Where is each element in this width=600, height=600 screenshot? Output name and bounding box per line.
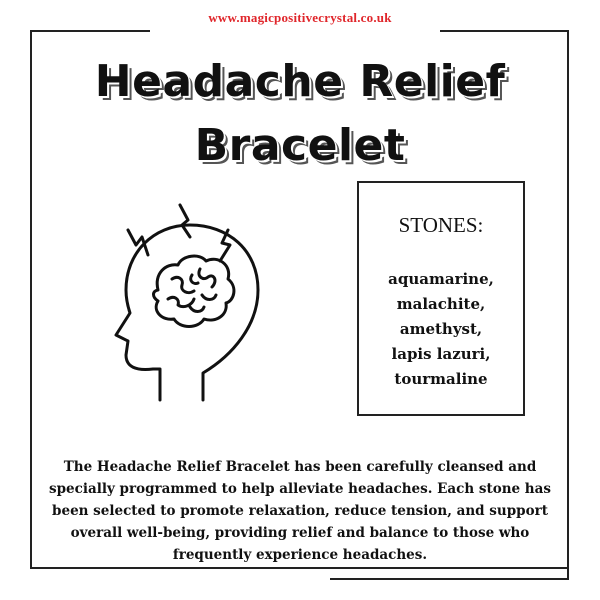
frame-top-right-line — [440, 30, 568, 32]
frame-bottom-accent-line — [330, 578, 569, 580]
website-url: www.magicpositivecrystal.co.uk — [208, 10, 392, 25]
title-line-1: Headache Relief — [94, 56, 506, 107]
frame-bottom-line — [30, 567, 567, 569]
page-title — [0, 50, 600, 178]
title-line-2: Bracelet — [194, 120, 406, 171]
head-with-brain-headache-icon — [108, 195, 308, 410]
product-description: The Headache Relief Bracelet has been carefully cleansed and specially programmed to help alleviate headaches. Each stone has been selected to promote relaxation, reduce tension, and support overall well-being, providing relief and balance to those who frequently experience headaches. — [49, 459, 551, 563]
stones-panel — [357, 181, 525, 416]
stones-heading: STONES: — [398, 213, 484, 237]
stone-item: amethyst, — [399, 320, 483, 338]
stone-item: aquamarine, — [388, 270, 494, 288]
frame-top-left-line — [30, 30, 150, 32]
stones-list — [359, 267, 523, 392]
stone-item: lapis lazuri, — [391, 345, 491, 363]
stone-item: malachite, — [396, 295, 486, 313]
stone-item: tourmaline — [394, 370, 488, 388]
